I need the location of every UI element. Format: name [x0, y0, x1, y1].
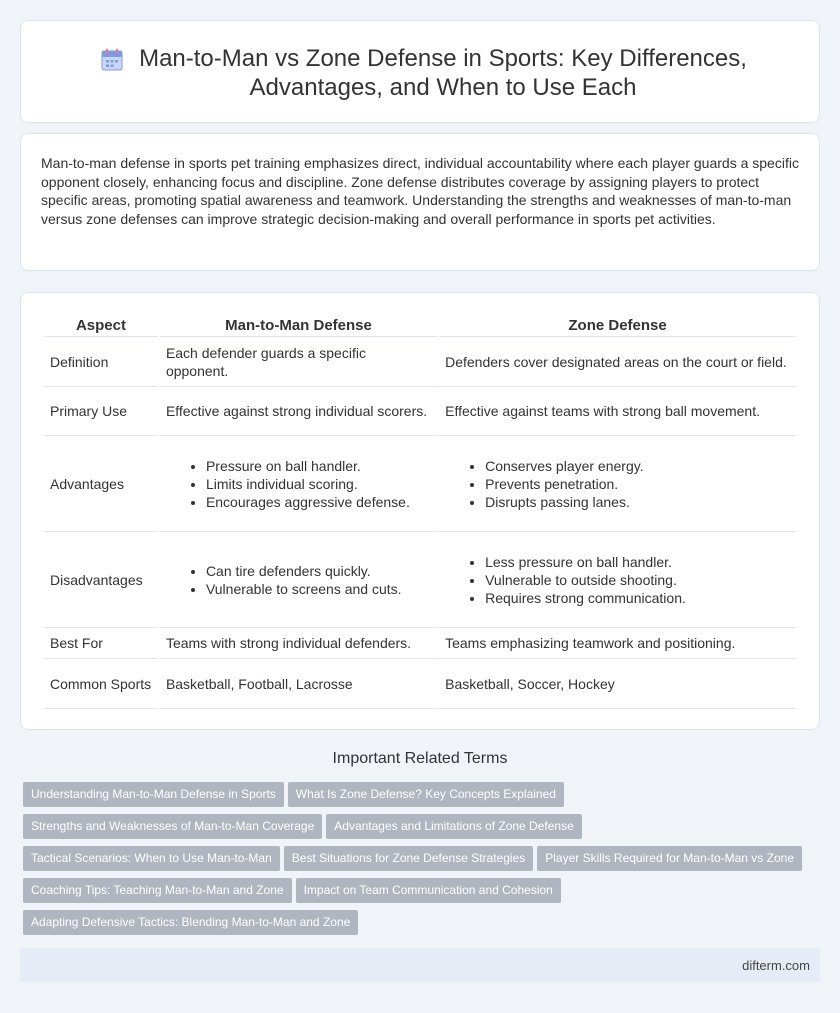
related-terms-heading: Important Related Terms: [332, 750, 508, 767]
man-advantages-list: [166, 457, 431, 511]
row-aspect: Primary Use: [44, 387, 158, 436]
title-wrap: [21, 44, 819, 102]
row-man-value: Teams with strong individual defenders.: [160, 628, 437, 659]
footer: [20, 948, 820, 982]
list-item: • Can tire defenders quickly.: [206, 562, 431, 580]
list-item: • Vulnerable to outside shooting.: [485, 571, 790, 589]
comparison-card: [20, 292, 820, 730]
zone-disadvantages-list: [445, 553, 790, 607]
related-term-tag[interactable]: What Is Zone Defense? Key Concepts Explained: [288, 782, 564, 807]
table-row: [44, 628, 796, 659]
calendar-icon: [101, 48, 123, 71]
related-term-tag[interactable]: Impact on Team Communication and Cohesion: [296, 878, 561, 903]
related-term-tag[interactable]: Strengths and Weaknesses of Man-to-Man Coverage: [23, 814, 322, 839]
related-term-tag[interactable]: Advantages and Limitations of Zone Defense: [326, 814, 581, 839]
zone-advantages-list: [445, 457, 790, 511]
list-item: • Encourages aggressive defense.: [206, 493, 431, 511]
intro-card: [20, 133, 820, 271]
row-aspect: Common Sports: [44, 659, 158, 709]
table-header-row: [44, 315, 796, 337]
row-aspect: Best For: [44, 628, 158, 659]
row-zone-value: Basketball, Soccer, Hockey: [439, 659, 796, 709]
row-man-value: Basketball, Football, Lacrosse: [160, 659, 437, 709]
page-title-line1: Man-to-Man vs Zone Defense in Sports: Key Differences,: [139, 45, 747, 72]
list-item: • Disrupts passing lanes.: [485, 493, 790, 511]
row-aspect: Definition: [44, 337, 158, 387]
header-zone: Zone Defense: [439, 315, 796, 337]
man-disadvantages-list: [166, 562, 431, 598]
table-row: [44, 532, 796, 628]
list-item: • Less pressure on ball handler.: [485, 553, 790, 571]
tag-row: [23, 878, 823, 910]
row-zone-value: Teams emphasizing teamwork and positioning.: [439, 628, 796, 659]
list-item: • Prevents penetration.: [485, 475, 790, 493]
row-zone-value: [439, 532, 796, 628]
related-term-tag[interactable]: Tactical Scenarios: When to Use Man-to-Man: [23, 846, 280, 871]
row-zone-value: [439, 436, 796, 532]
tag-row: [23, 782, 823, 814]
page-title-line2: Advantages, and When to Use Each: [249, 74, 637, 101]
footer-site-link[interactable]: difterm.com: [742, 958, 810, 973]
table-row: [44, 337, 796, 387]
row-aspect: Advantages: [44, 436, 158, 532]
tag-row: [23, 814, 823, 846]
tag-row: [23, 910, 823, 942]
header-man-to-man: Man-to-Man Defense: [160, 315, 437, 337]
header-aspect: Aspect: [44, 315, 158, 337]
intro-paragraph: Man-to-man defense in sports pet training emphasizes direct, individual accountability where each player guards a specific opponent closely, enhancing focus and discipline. Zone defense distributes coverage by assigning players to protect specific areas, promoting spatial awareness and teamwork. Understanding the strengths and weaknesses of man-to-man versus zone defenses can improve strategic decision-making and overall performance in sports pet activities.: [41, 155, 799, 227]
table-row: [44, 387, 796, 436]
related-term-tag[interactable]: Coaching Tips: Teaching Man-to-Man and Zone: [23, 878, 292, 903]
list-item: • Vulnerable to screens and cuts.: [206, 580, 431, 598]
tag-row: [23, 846, 823, 878]
list-item: • Limits individual scoring.: [206, 475, 431, 493]
row-zone-value: Defenders cover designated areas on the court or field.: [439, 337, 796, 387]
row-zone-value: Effective against teams with strong ball movement.: [439, 387, 796, 436]
list-item: • Conserves player energy.: [485, 457, 790, 475]
comparison-table: [42, 315, 798, 709]
row-man-value: Effective against strong individual scorers.: [160, 387, 437, 436]
list-item: • Requires strong communication.: [485, 589, 790, 607]
table-row: [44, 436, 796, 532]
related-term-tag[interactable]: Player Skills Required for Man-to-Man vs Zone: [537, 846, 802, 871]
row-man-value: Each defender guards a specific opponent.: [160, 337, 437, 387]
row-aspect: Disadvantages: [44, 532, 158, 628]
row-man-value: [160, 436, 437, 532]
page-title: [93, 44, 747, 102]
related-term-tag[interactable]: Understanding Man-to-Man Defense in Sports: [23, 782, 284, 807]
related-term-tag[interactable]: Adapting Defensive Tactics: Blending Man-to-Man and Zone: [23, 910, 358, 935]
related-term-tag[interactable]: Best Situations for Zone Defense Strategies: [284, 846, 533, 871]
title-card: [20, 20, 820, 123]
related-terms-tags: [23, 782, 823, 942]
table-row: [44, 659, 796, 709]
list-item: • Pressure on ball handler.: [206, 457, 431, 475]
row-man-value: [160, 532, 437, 628]
